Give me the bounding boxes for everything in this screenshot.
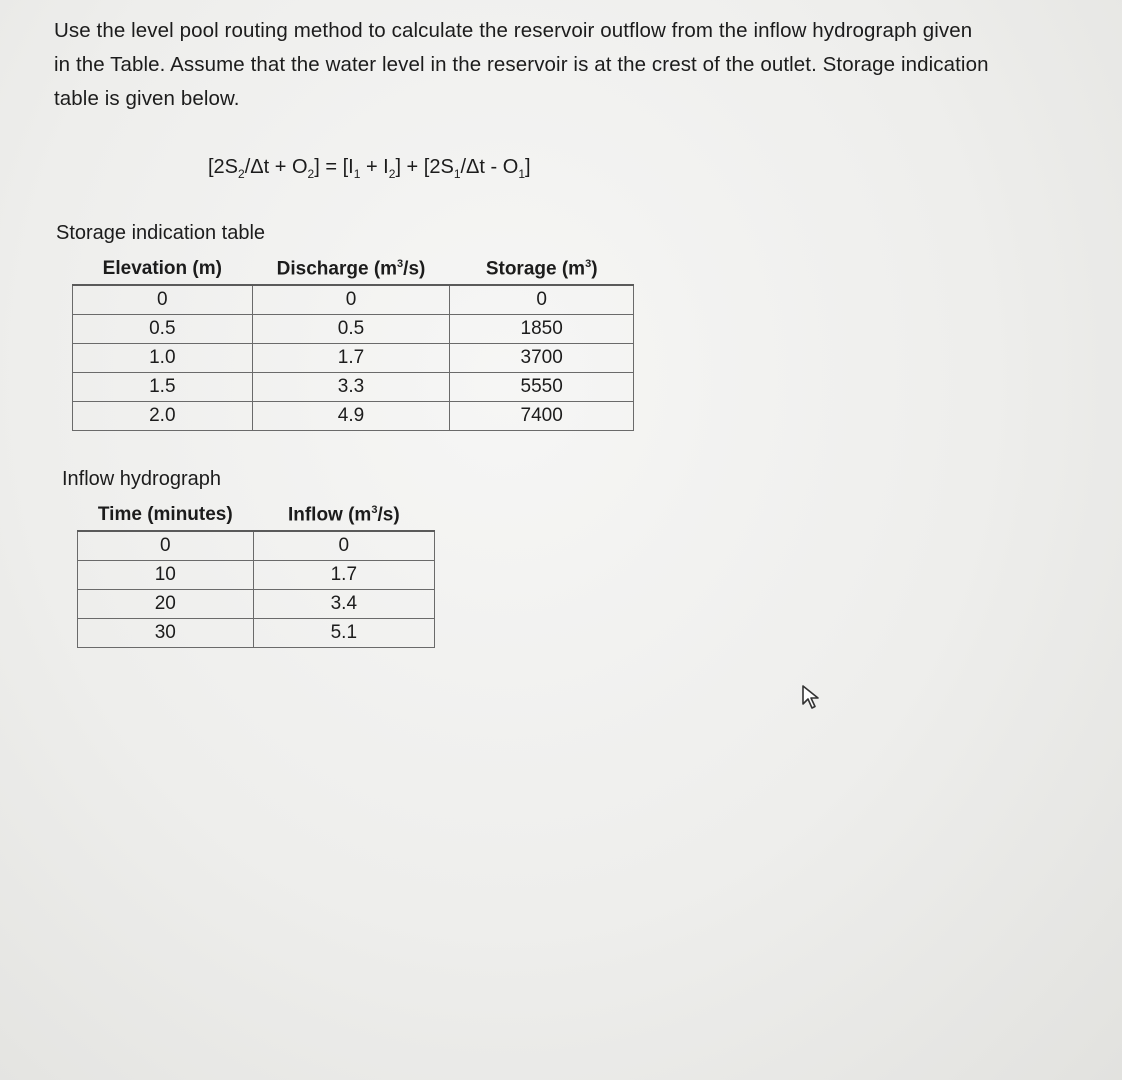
storage-indication-table — [72, 254, 634, 431]
time-cell: 10 — [78, 561, 254, 590]
mouse-pointer-icon — [800, 684, 824, 712]
storage-cell: 1850 — [450, 315, 634, 344]
table-row — [73, 373, 634, 402]
inflow-header: Inflow $(m^3/s)$ — [253, 500, 434, 531]
discharge-header: Discharge $(m^3/s)$ — [252, 254, 450, 285]
discharge-cell: 1.7 — [252, 344, 450, 373]
problem-statement — [54, 14, 1084, 116]
elevation-cell: 0 — [73, 285, 253, 315]
storage-cell: 5550 — [450, 373, 634, 402]
routing-equation: $[2S_2/\Delta t + O_2] = [I_1 + I_2] + [2S_1/\Delta t - O_1]$ — [208, 156, 531, 181]
table-header-row — [73, 254, 634, 285]
table-header-row — [78, 500, 435, 531]
storage-cell: 0 — [450, 285, 634, 315]
problem-line-2: in the Table. Assume that the water level in the reservoir is at the crest of the outlet. Storage indication — [54, 53, 989, 76]
time-cell: 0 — [78, 531, 254, 561]
elevation-cell: 1.0 — [73, 344, 253, 373]
elevation-cell: 1.5 — [73, 373, 253, 402]
storage-cell: 3700 — [450, 344, 634, 373]
storage-header: Storage $(m^3)$ — [450, 254, 634, 285]
elevation-cell: 2.0 — [73, 402, 253, 431]
inflow-hydrograph-table — [77, 500, 435, 648]
table-row — [78, 590, 435, 619]
table-row — [78, 561, 435, 590]
table-row — [73, 344, 634, 373]
discharge-cell: 3.3 — [252, 373, 450, 402]
problem-line-1: Use the level pool routing method to calculate the reservoir outflow from the inflow hydrograph given — [54, 19, 973, 42]
discharge-cell: 0.5 — [252, 315, 450, 344]
time-header: Time (minutes) — [78, 500, 254, 531]
table-row — [73, 285, 634, 315]
discharge-cell: 4.9 — [252, 402, 450, 431]
storage-table-caption: Storage indication table — [56, 222, 266, 244]
time-cell: 20 — [78, 590, 254, 619]
problem-line-3: table is given below. — [54, 87, 240, 110]
inflow-cell: 3.4 — [253, 590, 434, 619]
elevation-header: Elevation (m) — [73, 254, 253, 285]
inflow-cell: 0 — [253, 531, 434, 561]
storage-cell: 7400 — [450, 402, 634, 431]
table-row — [78, 531, 435, 561]
time-cell: 30 — [78, 619, 254, 648]
inflow-table-caption: Inflow hydrograph — [62, 468, 221, 490]
table-row — [73, 402, 634, 431]
table-row — [78, 619, 435, 648]
inflow-cell: 1.7 — [253, 561, 434, 590]
table-row — [73, 315, 634, 344]
discharge-cell: 0 — [252, 285, 450, 315]
elevation-cell: 0.5 — [73, 315, 253, 344]
inflow-cell: 5.1 — [253, 619, 434, 648]
